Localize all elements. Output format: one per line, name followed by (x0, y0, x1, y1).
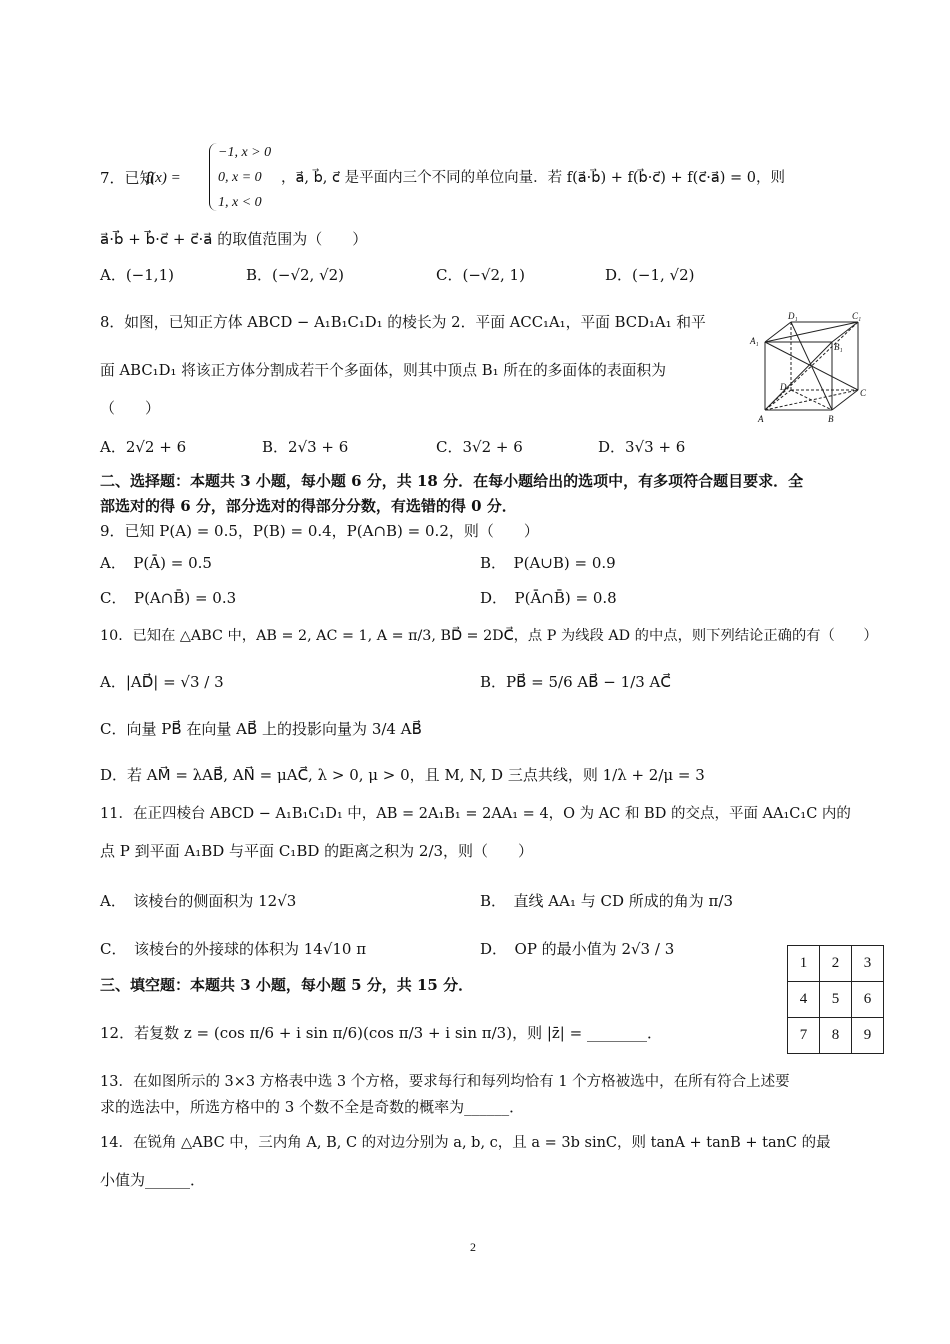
label-a1: A₁ (750, 336, 759, 346)
section3-heading: 三、填空题：本题共 3 小题，每小题 5 分，共 15 分． (100, 976, 474, 994)
label-d: D (780, 382, 787, 392)
q10-stem: 10．已知在 △ABC 中，AB = 2, AC = 1, A = π/3, BD⃗ = 2DC⃗，点 P 为线段 AD 的中点，则下列结论正确的有（ ） (100, 628, 878, 644)
q7-mid: ，a⃗, b⃗, c⃗ 是平面内三个不同的单位向量．若 f(a⃗·b⃗) + f(b⃗·c⃗) + f(c⃗·a⃗) = 0，则 (281, 170, 786, 186)
q7-case2: 0, x = 0 (218, 170, 262, 185)
q7-option-a: A．(−1,1) (100, 266, 174, 284)
q11-option-d: D． OP 的最小值为 2√3 / 3 (480, 940, 675, 958)
label-c: C (860, 388, 867, 398)
label-d1: D₁ (788, 311, 798, 321)
grid-cell: 4 (788, 982, 820, 1018)
cube-figure (748, 310, 873, 428)
section2-heading: 二、选择题：本题共 3 小题，每小题 6 分，共 18 分．在每小题给出的选项中，有多项符合题目要求．全 (100, 472, 804, 490)
q9-option-a: A． P(Ā) = 0.5 (100, 554, 212, 572)
q9-option-b: B． P(A∪B) = 0.9 (480, 554, 616, 572)
grid-cell: 9 (852, 1018, 884, 1054)
grid-row (788, 1018, 884, 1054)
q8-option-b: B．2√3 + 6 (262, 438, 349, 456)
q10-option-c: C．向量 PB⃗ 在向量 AB⃗ 上的投影向量为 3/4 AB⃗ (100, 720, 422, 738)
grid-row (788, 946, 884, 982)
q9-option-d: D． P(Ā∩B̄) = 0.8 (480, 589, 617, 607)
q9-option-c: C． P(A∩B̄) = 0.3 (100, 589, 237, 607)
q8-option-a: A．2√2 + 6 (100, 438, 187, 456)
q8-line1: 8．如图，已知正方体 ABCD − A₁B₁C₁D₁ 的棱长为 2．平面 ACC₁A₁，平面 BCD₁A₁ 和平 (100, 314, 706, 331)
q9-stem: 9．已知 P(A) = 0.5，P(B) = 0.4，P(A∩B) = 0.2，则（ ） (100, 522, 539, 540)
grid-cell: 2 (820, 946, 852, 982)
q7-lead: 7．已知 (100, 169, 155, 187)
q7-option-b: B．(−√2, √2) (246, 266, 345, 284)
q7-line2: a⃗·b⃗ + b⃗·c⃗ + c⃗·a⃗ 的取值范围为（ ） (100, 230, 368, 248)
q8-option-c: C．3√2 + 6 (436, 438, 523, 456)
q12-stem: 12．若复数 z = (cos π/6 + i sin π/6)(cos π/3 + i sin π/3)，则 |z̄| = ________． (100, 1024, 662, 1042)
q11-option-b: B． 直线 AA₁ 与 CD 所成的角为 π/3 (480, 892, 734, 910)
q7-fx: f(x) = (146, 170, 181, 186)
grid-cell: 7 (788, 1018, 820, 1054)
page-number: 2 (470, 1240, 476, 1254)
q11-line1: 11．在正四棱台 ABCD − A₁B₁C₁D₁ 中，AB = 2A₁B₁ = 2AA₁ = 4，O 为 AC 和 BD 的交点，平面 AA₁C₁C 内的 (100, 806, 851, 822)
q7-option-d: D．(−1, √2) (605, 266, 695, 284)
section2-heading-cont: 部选对的得 6 分，部分选对的得部分分数，有选错的得 0 分． (100, 497, 517, 515)
number-grid (787, 945, 884, 1054)
q10-option-a: A．|AD⃗| = √3 / 3 (100, 673, 224, 691)
q7-option-c: C．(−√2, 1) (436, 266, 525, 284)
q7-case3: 1, x < 0 (218, 195, 262, 210)
q7-brace (209, 143, 218, 211)
label-a: A (758, 414, 764, 424)
q8-line2: 面 ABC₁D₁ 将该正方体分割成若干个多面体，则其中顶点 B₁ 所在的多面体的表面积为 (100, 362, 667, 379)
q11-option-a: A． 该棱台的侧面积为 12√3 (100, 892, 297, 910)
q10-option-b: B．PB⃗ = 5/6 AB⃗ − 1/3 AC⃗ (480, 673, 671, 691)
grid-cell: 3 (852, 946, 884, 982)
grid-row (788, 982, 884, 1018)
grid-cell: 1 (788, 946, 820, 982)
grid-cell: 5 (820, 982, 852, 1018)
grid-cell: 8 (820, 1018, 852, 1054)
q7-case1: −1, x > 0 (218, 145, 272, 160)
q14-line2: 小值为______． (100, 1171, 206, 1189)
label-c1: C₁ (852, 311, 862, 321)
q13-line1: 13．在如图所示的 3×3 方格表中选 3 个方格，要求每行和每列均恰有 1 个方格被选中，在所有符合上述要 (100, 1074, 790, 1090)
q11-option-c: C． 该棱台的外接球的体积为 14√10 π (100, 940, 367, 958)
label-b1: B₁ (834, 342, 843, 352)
q14-line1: 14．在锐角 △ABC 中，三内角 A, B, C 的对边分别为 a, b, c，且 a = 3b sinC，则 tanA + tanB + tanC 的最 (100, 1135, 831, 1151)
grid-cell: 6 (852, 982, 884, 1018)
q11-line2: 点 P 到平面 A₁BD 与平面 C₁BD 的距离之积为 2/3，则（ ） (100, 842, 534, 860)
q13-line2: 求的选法中，所选方格中的 3 个数不全是奇数的概率为______． (100, 1098, 525, 1116)
label-b: B (828, 414, 834, 424)
q8-option-d: D．3√3 + 6 (598, 438, 686, 456)
q10-option-d: D．若 AM⃗ = λAB⃗, AN⃗ = μAC⃗, λ > 0, μ > 0，且 M, N, D 三点共线，则 1/λ + 2/μ = 3 (100, 766, 705, 784)
q8-line3: （ ） (100, 399, 161, 417)
